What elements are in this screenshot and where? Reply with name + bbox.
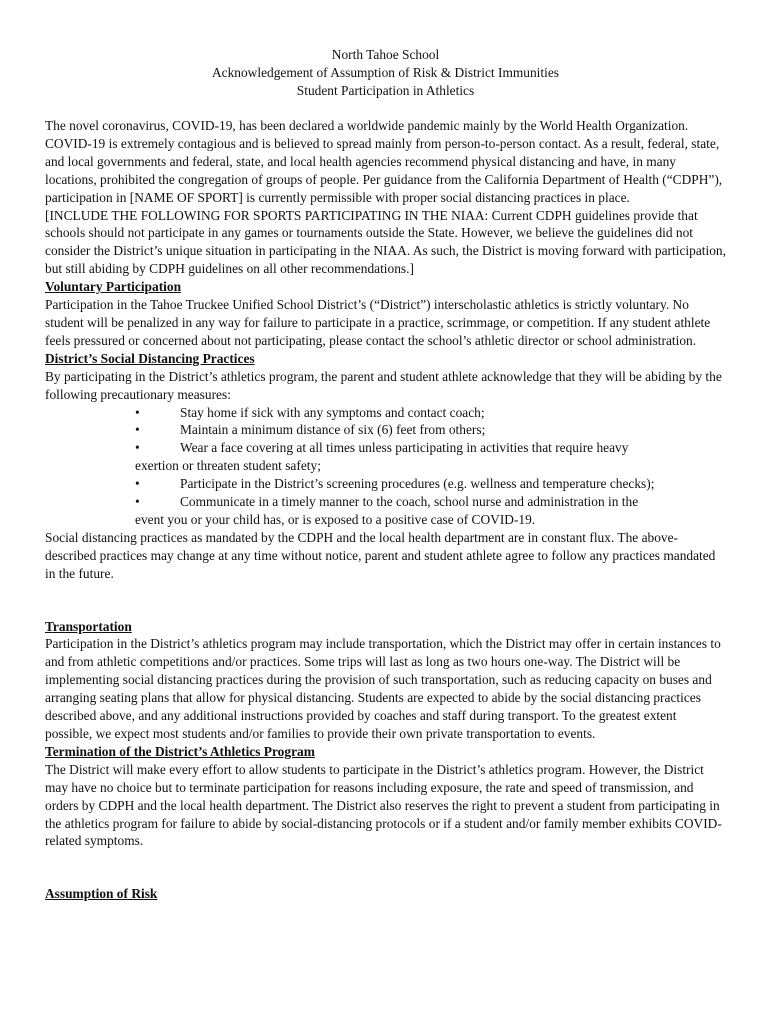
measure-text: Participate in the District’s screening procedures (e.g. wellness and temperature checks); [180,476,655,492]
transportation-body: Participation in the District’s athletics program may include transportation, which the District may offer in certain instances to and from athletic competitions and/or practices. Some trips will last as long as two hours one-way. The District will be implementing social distancing practices during the provision of such transportation, such as reducing capacity on buses and arranging seating plans that allow for physical distancing. Students are expected to abide by the social distancing practices described above, and any additional instructions provided by coaches and staff during transport. To the greatest extent possible, we expect most students and/or families to provide their own private transportation to events. [45,636,721,741]
document-header [45,46,726,100]
measure-text: Stay home if sick with any symptoms and contact coach; [180,404,485,420]
measure-text: Wear a face covering at all times unless participating in activities that require heavy [180,440,629,456]
distancing-intro: By participating in the District’s athletics program, the parent and student athlete acknowledge that they will be abiding by the following precautionary measures: [45,368,722,402]
bullet-marker: • [135,422,140,438]
section-spacer [45,583,726,618]
list-item [45,439,726,475]
list-item [45,404,726,422]
document-title: Acknowledgement of Assumption of Risk & District Immunities [211,65,559,80]
termination-heading: Termination of the District’s Athletics Program [45,743,315,759]
niaa-note: [INCLUDE THE FOLLOWING FOR SPORTS PARTICIPATING IN THE NIAA: Current CDPH guidelines provide that schools should not participate in any games or tournaments outside the State. However, we believe the guidelines did not consider the District’s unique situation in participating in the NIAA. As such, the District is moving forward with participation, but still abiding by CDPH guidelines on all other recommendations.] [45,207,726,277]
document-subtitle: Student Participation in Athletics [296,83,475,98]
list-item [45,421,726,439]
bullet-marker: • [135,494,140,510]
measure-text: Communicate in a timely manner to the coach, school nurse and administration in the [180,494,639,510]
measures-list [45,404,726,529]
bullet-marker: • [135,476,140,492]
assumption-heading: Assumption of Risk [45,886,158,902]
measure-continuation: exertion or threaten student safety; [135,458,321,474]
measure-continuation: event you or your child has, or is exposed to a positive case of COVID-19. [135,511,536,527]
voluntary-body: Participation in the Tahoe Truckee Unified School District’s (“District”) interscholastic athletics is strictly voluntary. No student will be penalized in any way for failure to participate in a practice, scrimmage, or competition. If any student athlete feels pressured or concerned about not participating, please contact the school’s athletic director or school administration. [45,297,711,348]
measure-text: Maintain a minimum distance of six (6) feet from others; [180,422,486,438]
bullet-marker: • [135,440,140,456]
bullet-marker: • [135,404,140,420]
section-spacer [45,850,726,885]
distancing-closing: Social distancing practices as mandated by the CDPH and the local health department are in constant flux. The above-described practices may change at any time without notice, parent and student athlete agree to follow any practices mandated in the future. [45,529,716,581]
list-item [45,493,726,529]
intro-paragraph: The novel coronavirus, COVID-19, has been declared a worldwide pandemic mainly by the World Health Organization. COVID-19 is extremely contagious and is believed to spread mainly from person-to-person contact. As a result, federal, state, and local governments and federal, state, and local health agencies recommend physical distancing and have, in many locations, prohibited the congregation of groups of people. Per guidance from the California Department of Health (“CDPH”), participation in [NAME OF SPORT] is currently permissible with proper social distancing practices in place. [45,118,723,205]
termination-body: The District will make every effort to allow students to participate in the District’s athletics program. However, the District may have no choice but to terminate participation for reasons including exposure, the rate and speed of transmission, and orders by CDPH and the local health department. The District also reserves the right to prevent a student from participating in the athletics program for failure to abide by social-distancing protocols or if a student and/or family member exhibits COVID-related symptoms. [45,761,722,849]
voluntary-heading: Voluntary Participation [45,279,182,295]
school-name: North Tahoe School [331,47,440,62]
transportation-heading: Transportation [45,618,132,634]
list-item [45,475,726,493]
distancing-heading: District’s Social Distancing Practices [45,350,255,366]
